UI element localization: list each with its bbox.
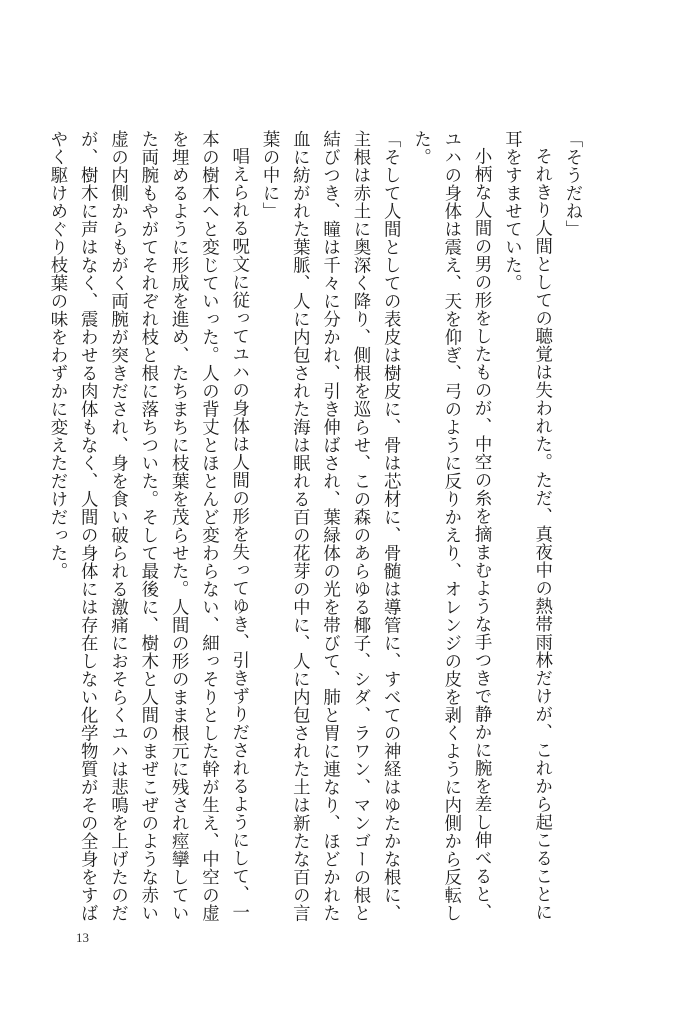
vertical-body-text [42,130,587,930]
paragraph-5: 唱えられる呪文に従ってユハの身体は人間の形を失ってゆき、引きずりだされるようにして、一本の樹木へと変じていった。人の背丈とほとんど変わらない、細っそりとした幹が生え、中空の虚を埋めるように形成を進め、たちまちに枝葉を茂らせた。人間の形のまま根元に残され痙攣していた両腕もやがてそれぞれ枝と根に落ちついた。そして最後に、樹木と人間のまぜこぜのような赤い虚の内側からもがく両腕が突きだされ、身を食い破られる激痛におそらくユハは悲鳴を上げたのだが、樹木に声はなく、震わせる肉体もなく、人間の身体には存在しない化学物質がその全身をすばやく駆けめぐり枝葉の味をわずかに変えただけだった。 [46,130,249,922]
paragraph-3: 小柄な人間の男の形をしたものが、中空の糸を摘まむような手つきで静かに腕を差し伸べると、ユハの身体は震え、天を仰ぎ、弓のように反りかえり、オレンジの皮を剥くように内側から反転した。 [410,130,492,922]
dialogue-line-1: 「そうだね」 [562,130,582,238]
paragraph-2: それきり人間としての聴覚は失われた。ただ、真夜中の熱帯雨林だけが、これから起こることに耳をすませていた。 [501,130,552,922]
dialogue-line-2: 「そして人間としての表皮は樹皮に、骨は芯材に、骨髄は導管に、すべての神経はゆたかな根に、主根は赤土に奥深く降り、側根を巡らせ、この森のあらゆる椰子、シダ、ラワン、マンゴーの根と結びつき、瞳は千々に分かれ、引き伸ばされ、葉緑体の光を帯びて、肺と胃に連なり、ほどかれた血に紡がれた葉脈、人に内包された海は眠れる百の花芽の中に、人に内包された土は新たな百の言葉の中に」 [259,130,401,922]
page-number: 13 [76,930,89,945]
